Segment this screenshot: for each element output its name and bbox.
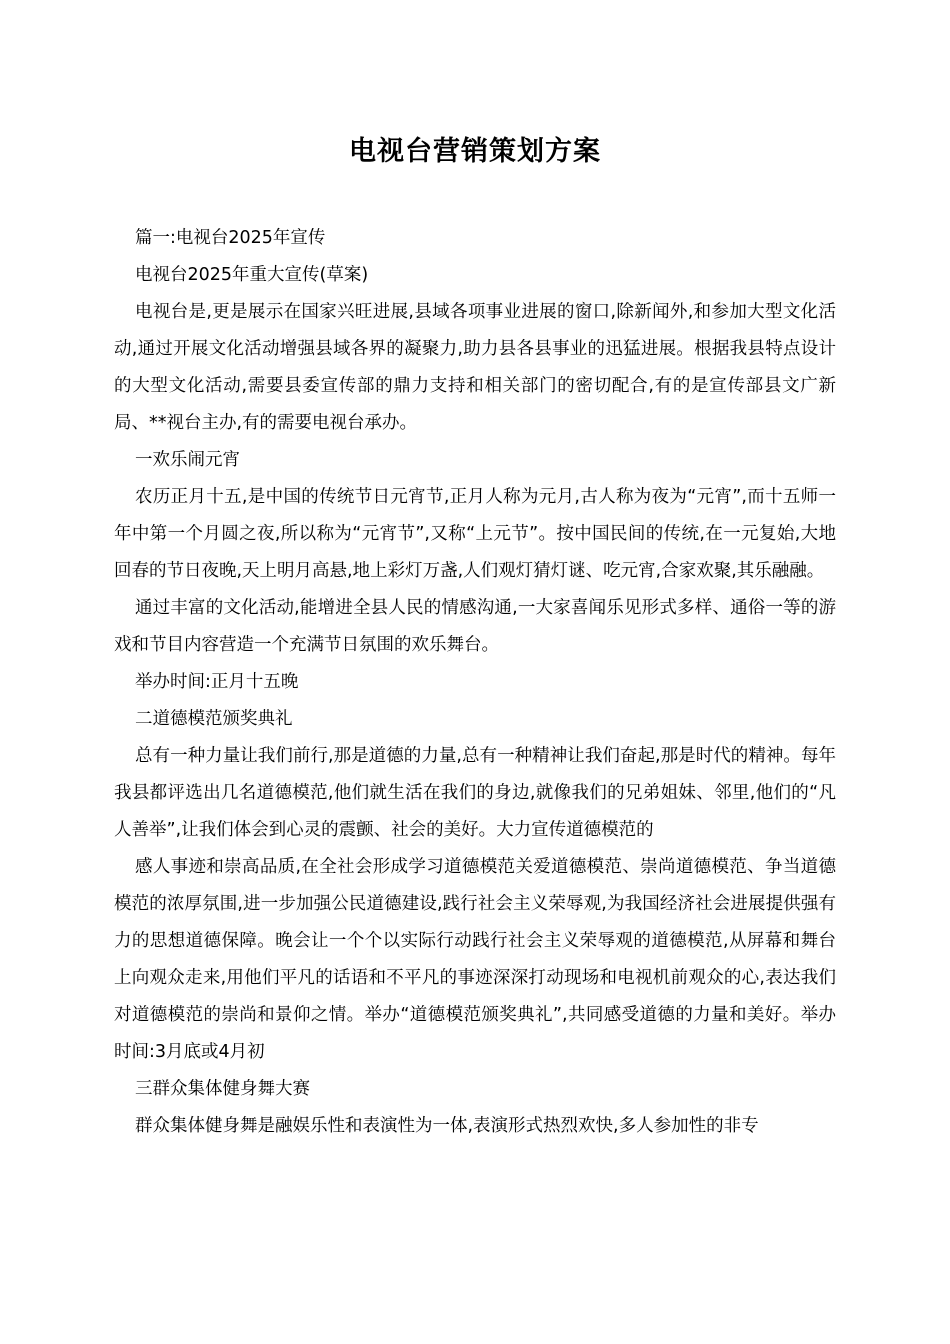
paragraph: 群众集体健身舞是融娱乐性和表演性为一体,表演形式热烈欢快,多人参加性的非专 <box>135 1116 759 1136</box>
document-title: 电视台营销策划方案 <box>349 136 601 167</box>
paragraph: 举办时间:正月十五晚 <box>135 672 299 692</box>
paragraph: 农历正月十五,是中国的传统节日元宵节,正月人称为元月,古人称为夜为“元宵”,而十五师一年中第一个月圆之夜,所以称为“元宵节”,又称“上元节”。按中国民间的传统,在一元复始,大地回春的节日夜晚,天上明月高悬,地上彩灯万盏,人们观灯猜灯谜、吃元宵,合家欢聚,其乐融融。 <box>114 487 836 581</box>
paragraph: 通过丰富的文化活动,能增进全县人民的情感沟通,一大家喜闻乐见形式多样、通俗一等的游戏和节目内容营造一个充满节日氛围的欢乐舞台。 <box>114 598 836 655</box>
paragraph: 篇一:电视台2025年宣传 <box>135 228 326 248</box>
paragraph: 感人事迹和崇高品质,在全社会形成学习道德模范关爱道德模范、崇尚道德模范、争当道德模范的浓厚氛围,进一步加强公民道德建设,践行社会主义荣辱观,为我国经济社会进展提供强有力的思想道德保障。晚会让一个个以实际行动践行社会主义荣辱观的道德模范,从屏幕和舞台上向观众走来,用他们平凡的话语和不平凡的事迹深深打动现场和电视机前观众的心,表达我们对道德模范的崇尚和景仰之情。举办“道德模范颁奖典礼”,共同感受道德的力量和美好。举办时间:3月底或4月初 <box>114 857 836 1062</box>
section-heading: 二道德模范颁奖典礼 <box>135 709 293 729</box>
document-body <box>114 220 836 1145</box>
paragraph: 总有一种力量让我们前行,那是道德的力量,总有一种精神让我们奋起,那是时代的精神。每年我县都评选出几名道德模范,他们就生活在我们的身边,就像我们的兄弟姐妹、邻里,他们的“凡人善举”,让我们体会到心灵的震颤、社会的美好。大力宣传道德模范的 <box>114 746 836 840</box>
section-heading: 一欢乐闹元宵 <box>135 450 240 470</box>
paragraph: 电视台2025年重大宣传(草案) <box>135 265 369 285</box>
paragraph: 电视台是,更是展示在国家兴旺进展,县域各项事业进展的窗口,除新闻外,和参加大型文化活动,通过开展文化活动增强县域各界的凝聚力,助力县各县事业的迅猛进展。根据我县特点设计的大型文化活动,需要县委宣传部的鼎力支持和相关部门的密切配合,有的是宣传部县文广新局、**视台主办,有的需要电视台承办。 <box>114 302 836 433</box>
section-heading: 三群众集体健身舞大赛 <box>135 1079 310 1099</box>
